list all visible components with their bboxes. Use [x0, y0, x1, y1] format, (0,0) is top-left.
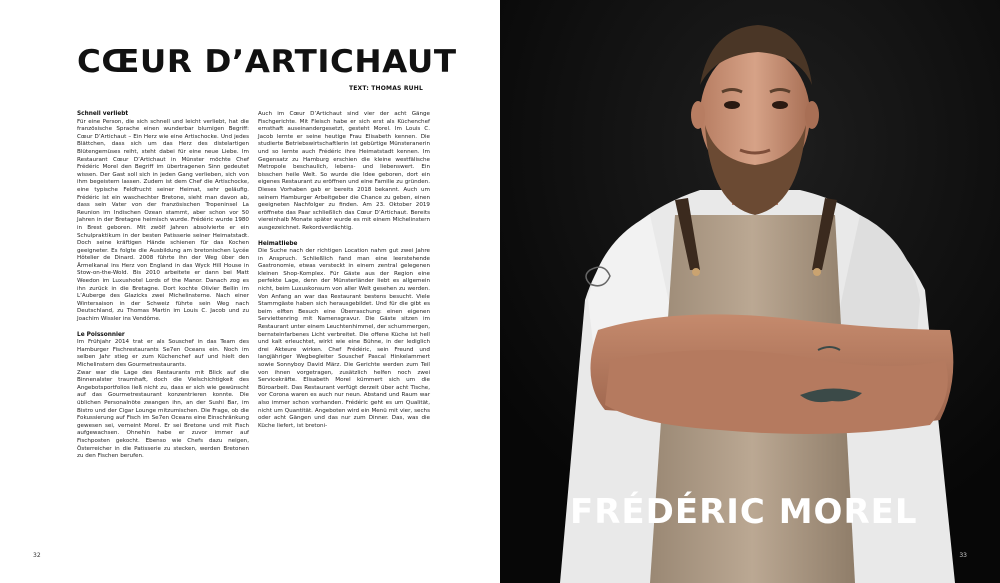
right-page: [500, 0, 1000, 583]
paragraph: Im Frühjahr 2014 trat er als Souschef in das Team des Hamburger Fischrestaurants Se7en Oceans ein. Noch im selben Jahr stieg er zum Küchenchef auf und hielt den Michelinstern des Gourmetrestaurants.: [77, 339, 249, 368]
section-heading: Le Poissonnier: [77, 331, 125, 338]
byline: TEXT: THOMAS RUHL: [348, 85, 423, 92]
paragraph: Auch im Cœur D’Artichaut sind vier der acht Gänge Fischgerichte. Mit Fleisch habe er sich erst als Küchenchef ernsthaft auseinandergesetzt, gesteht Morel. Im Louis C. Jacob lernte er seine heutige Frau Elisabeth kennen. Die studierte Betriebswirtschaftlerin ist gebürtige Münsteranerin und so lernte auch Frédéric ihre Heimatstadt kennen. Im Gegensatz zu Hamburg erschien die kleine westfälische Metropole beschaulich, lebens- und liebenswert. Ein bisschen heile Welt. So wurde die Idee geboren, dort ein eigenes Restaurant zu eröffnen und eine Familie zu gründen. Dieses Vorhaben gab er bereits 2018 bekannt. Auch um seinem Hamburger Arbeitgeber die Chance zu geben, einen geeigneten Nachfolger zu finden. Am 23. Oktober 2019 eröffnete das Paar schließlich das Cœur D’Artichaut. Bereits viereinhalb Monate später wurde es mit einem Michelinstern ausgezeichnet. Rekordverdächtig.: [258, 111, 430, 231]
section-heading: Schnell verliebt: [77, 111, 129, 117]
text-column-1: [77, 111, 249, 461]
text-column-2: [258, 111, 430, 430]
article-title: CŒUR D’ARTICHAUT: [77, 44, 457, 80]
paragraph: Für eine Person, die sich schnell und leicht verliebt, hat die französische Sprache einen wunderbar blumigen Begriff: Cœur D’Artichaut – Ein Herz wie eine Artischocke. Und jedes Blättchen, dass sich um das Herz des distelartigen Blütengemüses reiht, steht dabei für eine neue Liebe. Im Restaurant Cœur D’Artichaut in Münster möchte Chef Frédéric Morel den Begriff im übertragenen Sinn gedeutet wissen. Der Gast soll sich in jeden Gang verlieben, sich von ihm begeistern lassen. Zudem ist dem Chef die Artischocke, eine typische Feldfrucht seiner Heimat, sehr geläufig. Frédéric ist ein waschechter Bretone, sieht man davon ab, dass sein Vater von der französischen Tropeninsel La Reunion im Indischen Ozean stammt, aber schon vor 50 Jahren in der Bretagne heimisch wurde. Frédéric wurde 1980 in Brest geboren. Mit zwölf Jahren absolvierte er ein Schulpraktikum in der besten Patisserie seiner Heimatstadt. Doch seine kräftigen Hände schienen für das Kochen geeigneter. Es folgte die Ausbildung am bretonischen Lycée Hôtelier de Dinard. 2008 führte ihn der Weg über den Ärmelkanal ins Herz von England in das Wyck Hill House in Stow-on-the-Wold. Bis 2010 arbeitete er dann bei Matt Weedon im Luxushotel Lords of the Manor. Danach zog es ihn zurück in die Bretagne. Dort kochte Olivier Bellin im L’Auberge des Glazicks zwei Michelinsterne. Nach einer Wintersaison in der Schweiz führte sein Weg nach Deutschland, zu Thomas Martin im Louis C. Jacob und zu Joachim Wissler ins Vendôme.: [77, 118, 249, 323]
page-number-left: 32: [33, 552, 41, 559]
chef-name-caption: FRÉDÉRIC MOREL: [570, 492, 918, 532]
section-heading: Heimatliebe: [258, 240, 298, 247]
paragraph: Die Suche nach der richtigen Location nahm gut zwei Jahre in Anspruch. Schließlich fand man eine leerstehende Gastronomie, etwas versteckt in einem zentral gelegenen kleinen Shop-Komplex. Für Gäste aus der Region eine perfekte Lage, denn der Münsterländer liebt es allgemein nicht, beim Luxuskonsum von aller Welt gesehen zu werden. Von Anfang an war das Restaurant bestens besucht. Viele Stammgäste haben sich herausgebildet. Und für die gibt es beim elften Besuch eine Überraschung: einen eigenen Serviettenring mit Namensgravur. Die Gäste sitzen im Restaurant unter einem Leuchtenhimmel, der schummergen, bernsteinfarbenes Licht verbreitet. Die offene Küche ist hell und kalt erleuchtet, wirkt wie eine Bühne, in der lediglich drei Akteure wirken. Chef Frédéric, sein Freund und langjähriger Wegbegleiter Souschef Pascal Hinkelammert sowie Sonnyboy David März. Die Gerichte werden zum Teil von ihnen vorgetragen, zusätzlich helfen noch zwei Servicekräfte. Elisabeth Morel kümmert sich um die Büroarbeit. Das Restaurant verfügt derzeit über acht Tische, vor Corona waren es auch nur neun. Abstand und Raum war also immer schon vorhanden. Frédéric geht es um Qualität, nicht um Quantität. Angeboten wird ein Menü mit vier, sechs oder acht Gängen und das nur zum Dinner. Das, was die Küche liefert, ist bretoni-: [258, 248, 430, 429]
paragraph: Zwar war die Lage des Restaurants mit Blick auf die Binnenalster traumhaft, doch die Vielschichtigkeit des Angebotsportfolios ließ nicht zu, dass er sich wie gewünscht auf das Gourmetrestaurant konzentrieren konnte. Die üblichen Personalnöte zwangen ihn, an der Sushi Bar, im Bistro und der Cigar Lounge mitzumischen. Die Frage, ob die Fokussierung auf Fisch im Se7en Oceans eine Einschränkung gewesen sei, verneint Morel. Er sei Bretone und mit Fisch aufgewachsen. Ohnehin habe er zuvor immer auf Fischposten gekocht. Ebenso wie Chefs dazu neigen, Österreicher in die Patisserie zu stecken, werden Bretonen zu den Fischen berufen.: [77, 369, 249, 460]
page-number-right: 33: [959, 552, 967, 559]
